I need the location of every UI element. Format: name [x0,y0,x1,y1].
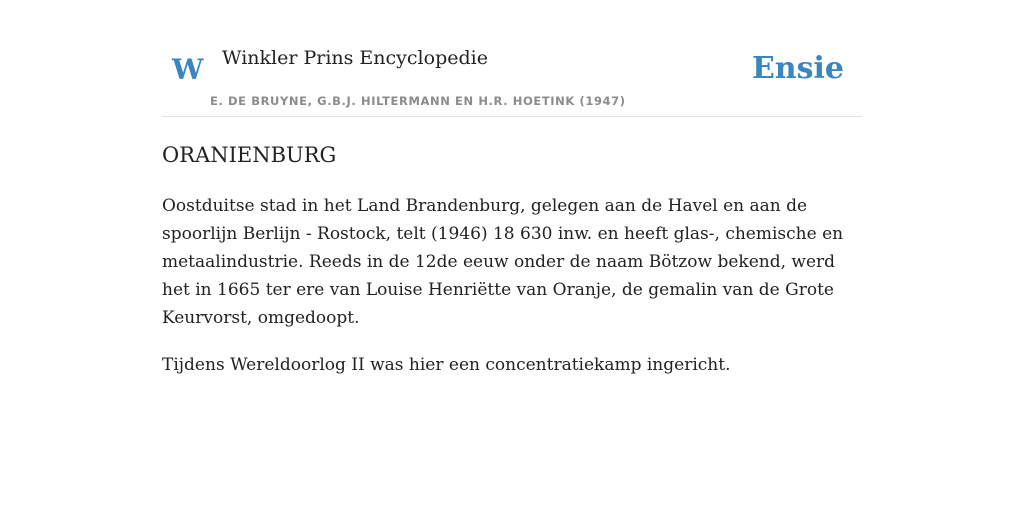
ensie-brand-logo[interactable]: Ensie [751,51,844,86]
entry-title: ORANIENBURG [162,143,337,167]
encyclopedia-logo[interactable]: W [172,53,204,86]
entry-paragraph: Oostduitse stad in het Land Brandenburg, gelegen aan de Havel en aan de spoorlijn Berlijn - Rostock, telt (1946) 18 630 inw. en heeft glas-, chemische en metaalindustrie. Reeds in de 12de eeuw onder de naam Bötzow bekend, werd het in 1665 ter ere van Louise Henriëtte van Oranje, de gemalin van de Grote Keurvorst, omgedoopt. [162,196,844,328]
book-authors: E. DE BRUYNE, G.B.J. HILTERMANN EN H.R. HOETINK (1947) [210,94,626,108]
entry-paragraph: Tijdens Wereldoorlog II was hier een concentratiekamp ingericht. [162,355,731,375]
entry-body [162,192,868,398]
book-header [162,0,862,117]
book-title[interactable]: Winkler Prins Encyclopedie [222,47,488,69]
